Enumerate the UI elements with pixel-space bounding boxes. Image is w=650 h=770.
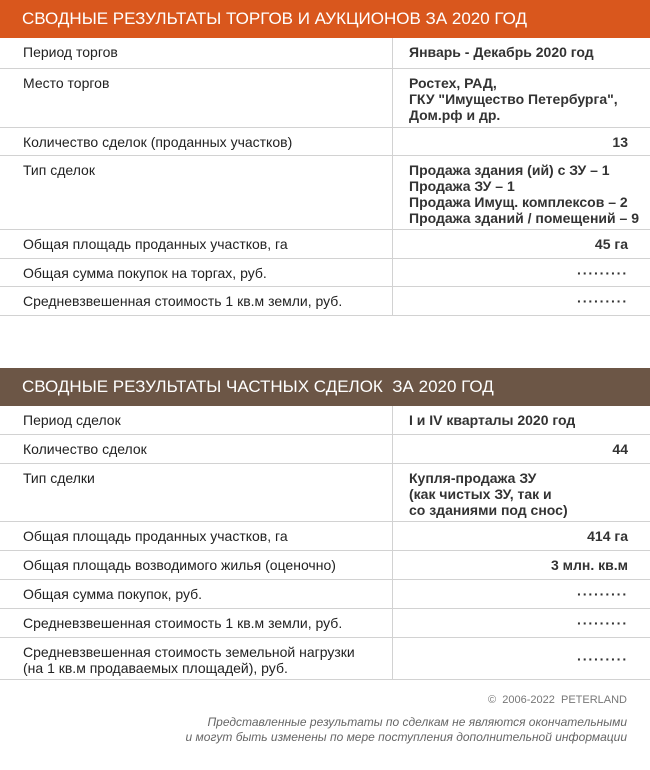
row-value	[393, 580, 650, 609]
row-value: 13	[393, 127, 650, 155]
row-value	[393, 155, 650, 229]
table-row	[0, 435, 650, 464]
table-row	[0, 68, 650, 127]
table-row	[0, 609, 650, 638]
row-label: Место торгов	[0, 68, 393, 127]
row-label: Общая площадь проданных участков, га	[0, 522, 393, 551]
disclaimer-line: Представленные результаты по сделкам не являются окончательными	[207, 715, 627, 729]
row-value	[393, 609, 650, 638]
table-row	[0, 464, 650, 522]
value-placeholder: ·········	[577, 615, 628, 631]
value-line: Продажа зданий / помещений – 9	[409, 209, 639, 226]
table-row	[0, 127, 650, 155]
auctions-table	[0, 38, 650, 316]
row-value	[393, 464, 650, 522]
value-line: (как чистых ЗУ, так и	[409, 486, 552, 502]
row-label: Общая площадь проданных участков, га	[0, 229, 393, 258]
table-row	[0, 406, 650, 435]
row-label: Средневзвешенная стоимость 1 кв.м земли, руб.	[0, 286, 393, 315]
value-placeholder: ·········	[577, 292, 628, 309]
private-table	[0, 406, 650, 681]
value-line: Продажа ЗУ – 1	[409, 177, 515, 194]
table-row	[0, 580, 650, 609]
row-label: Период сделок	[0, 406, 393, 435]
row-value	[393, 258, 650, 286]
value-line: ГКУ "Имущество Петербурга",	[409, 90, 618, 107]
row-label: Общая площадь возводимого жилья (оценочно)	[0, 551, 393, 580]
value-placeholder: ·········	[577, 586, 628, 602]
value-placeholder: ·········	[577, 264, 628, 281]
row-label: Средневзвешенная стоимость 1 кв.м земли, руб.	[0, 609, 393, 638]
value-line: Продажа Имущ. комплексов – 2	[409, 193, 628, 210]
table-row	[0, 638, 650, 680]
label-line: Средневзвешенная стоимость земельной нагрузки	[23, 644, 355, 660]
row-label: Количество сделок (проданных участков)	[0, 127, 393, 155]
row-label: Общая сумма покупок на торгах, руб.	[0, 258, 393, 286]
table-row	[0, 522, 650, 551]
table-row	[0, 258, 650, 286]
row-label: Тип сделок	[0, 155, 393, 229]
row-label: Период торгов	[0, 38, 393, 68]
value-line: Купля-продажа ЗУ	[409, 470, 537, 486]
private-section-header: СВОДНЫЕ РЕЗУЛЬТАТЫ ЧАСТНЫХ СДЕЛОК ЗА 2020 ГОД	[0, 368, 650, 406]
copyright: © 2006-2022 PETERLAND	[488, 694, 627, 706]
row-value: 44	[393, 435, 650, 464]
row-value: 3 млн. кв.м	[393, 551, 650, 580]
value-line: Ростех, РАД,	[409, 74, 497, 91]
disclaimer	[0, 715, 650, 745]
row-label: Тип сделки	[0, 464, 393, 522]
row-label: Общая сумма покупок, руб.	[0, 580, 393, 609]
row-value	[393, 638, 650, 680]
row-value: I и IV кварталы 2020 год	[393, 406, 650, 435]
table-row	[0, 286, 650, 315]
disclaimer-line: и могут быть изменены по мере поступления дополнительной информации	[185, 730, 627, 744]
row-value: 45 га	[393, 229, 650, 258]
row-label: Количество сделок	[0, 435, 393, 464]
row-label	[0, 638, 393, 680]
value-line: Продажа здания (ий) с ЗУ – 1	[409, 161, 610, 178]
label-line: (на 1 кв.м продаваемых площадей), руб.	[23, 660, 288, 676]
section-gap	[0, 316, 650, 368]
row-value: Январь - Декабрь 2020 год	[393, 38, 650, 68]
table-row	[0, 155, 650, 229]
value-line: Дом.рф и др.	[409, 106, 501, 123]
row-value	[393, 286, 650, 315]
value-placeholder: ·········	[577, 650, 628, 667]
auctions-section-header: СВОДНЫЕ РЕЗУЛЬТАТЫ ТОРГОВ И АУКЦИОНОВ ЗА 2020 ГОД	[0, 0, 650, 38]
table-row	[0, 551, 650, 580]
table-row	[0, 229, 650, 258]
table-row	[0, 38, 650, 68]
row-value	[393, 68, 650, 127]
row-value: 414 га	[393, 522, 650, 551]
value-line: со зданиями под снос)	[409, 502, 568, 518]
